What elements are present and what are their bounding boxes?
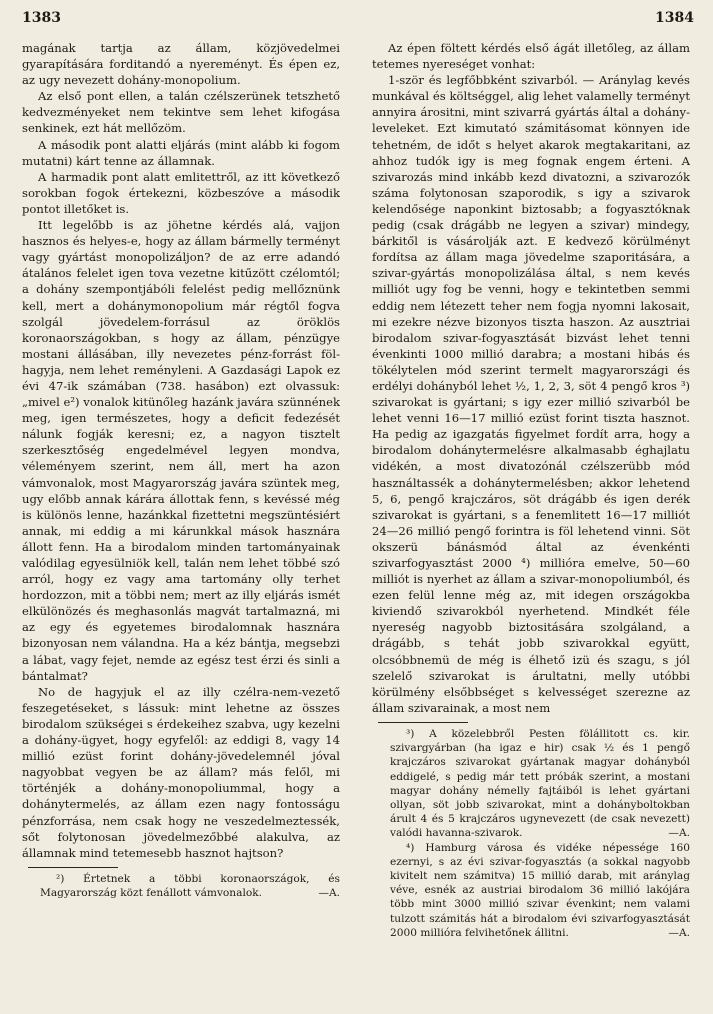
footnote-text: ⁴) Hamburg városa és vidéke népessége 160 ezernyi, s az évi szivar-fogyasztás (a sokkal nagyobb kivitelt nem számitva) 15 millió darab, mit aránylag véve, esnék az austriai birodalom 36 millió lakójára több mint 3000 millió szivar évenkint; nem valami tulzott számitás hát a birodalom évi szivarfogyasztását 2000 millióra felvihetőnek állitni.	[390, 841, 690, 939]
left-column	[22, 40, 340, 900]
footnote-divider	[28, 867, 118, 868]
paragraph: 1-ször és legfőbbként szivarból. — Aránylag kevés munkával és költséggel, alig lehet valamelly terményt annyira árositni, mint szivarrá gyártás által a dohány-leveleket. Ezt kimutató számitásomat könnyen ide tehetném, de időt s helyet akarok megtakaritani, az ahhoz tudók igy is meg fognak engem érteni. A szivarozás mind inkább kezd divatozni, a szivarozók száma folytonosan szaporodik, s igy a szivarok kelendősége naponkint biztosabb; a fogyasztóknak pedig (csak drágább ne legyen a szivar) mindegy, bárkitől is vásárolják azt. E kedvező körülményt fordítsa az állam maga jövedelme szaporitására, a szivar-gyártás monopolizálása által, s nem kevés milliót ugy fog be venni, hogy e tekintetben semmi eddig nem létezett teher nem fogja nyomni lakosait, mi ezekre nézve bizonyos tiszta haszon. Az ausztriai birodalom szivar-fogyasztását bizvást lehet tenni évenkinti 1000 millió darabra; a mostani hibás és tökélytelen mód szerint termelt magyarországi és erdélyi dohányból lehet ½, 1, 2, 3, söt 4 pengő kros ³) szivarokat is gyártani; s igy ezer millió szivarból be lehet venni 16—17 millió ezüst forint tiszta hasznot. Ha pedig az igazgatás figyelmet fordít arra, hogy a birodalom dohánytermelésre alkalmasabb éghajlatu vidékén, a most divatozónál czélszerübb mód használtassék a dohánytermelésben; akkor lehetend 5, 6, pengő krajczáros, söt drágább és igen derék szivarokat is gyártani, s a fenemlitett 16—17 milliót 24—26 millió pengő forintra is föl lehetend vinni. Söt okszerü bánásmód által az évenkénti szivarfogyasztást 2000 ⁴) millióra emelve, 50—60 milliót is nyerhet az állam a szivar-monopoliumból, és ezen felül lenne még az, mit idegen országokba kiviendő szivarokból nyerhetend. Mindkét féle nyereség nagyobb biztositására szolgáland, a drágább, s tehát jobb szivarokkal együtt, olcsóbbnemü de még is élhető izü és szagu, s jól szelelő szivarokat is árultatni, melly utóbbi körülmény elsőbbséget s kelvességet szerezne az állam szivarainak, a most nem	[372, 73, 690, 715]
footnote-signature: —A.	[668, 926, 690, 939]
footnote	[372, 727, 690, 841]
footnote	[22, 872, 340, 900]
footnote	[372, 841, 690, 940]
paragraph: Az épen föltett kérdés első ágát illetőleg, az állam tetemes nyereséget vonhat:	[372, 41, 690, 72]
footnote-divider	[378, 722, 468, 723]
paragraph: A harmadik pont alatt emlitettről, az itt következő sorokban fogok értekezni, közbeszóve a második pontot illetőket is.	[22, 169, 340, 216]
footnote-signature: —A.	[668, 827, 690, 840]
footnote-signature: —A.	[318, 886, 340, 899]
paragraph: A második pont alatti eljárás (mint alább ki fogom mutatni) kárt tenne az államnak.	[22, 137, 340, 168]
right-column	[372, 40, 690, 940]
paragraph: Az első pont ellen, a talán czélszerünek tetszhető kedvezményeket nem tekintve sem lehet kifogása senkinek, ezt hát mellőzöm.	[22, 89, 340, 136]
page-number-right: 1384	[655, 10, 694, 26]
paragraph: Itt legelőbb is az jöhetne kérdés alá, vajjon hasznos és helyes-e, hogy az állam bármelly terményt vagy gyártást monopolizáljon? de az erre adandó átalános felelet igen tova vezetne kitűzött czélomtól; a dohány szempontjábóli felelést pedig mellőznünk kell, mert a dohánymonopolium már régtől fogva szolgál jövedelem-forrásul az öröklös koronaországokban, s hogy az állam, pénzügye mostani állásában, illy nevezetes pénz-forrást föl-hagyja, nem lehet reményleni. A Gazdasági Lapok ez évi 47-ik számában (738. hasábon) ezt olvassuk: „mivel e²) vonalok kitünőleg hazánk javára szünnének meg, igen természetes, hogy a deficit fedezését nálunk fogják keresni; ez, a nagyon tisztelt szerkesztőség engedelmével legyen mondva, véleményem szerint, nem áll, mert ha azon vámvonalok, most Magyarország javára szüntek meg, ugy előbb annak kárára állottak fenn, s kevéssé még is különös lenne, hazánkkal fizettetni megszüntésiért annak, mi eddig a mi kárunkkal mások hasznára állott fenn. Ha a birodalom minden tartományainak valódilag egyesülniök kell, talán nem lehet többé szó arról, hogy ez vagy ama tartomány olly terhet hordozzon, mit a többi nem; mert az illy eljárás ismét elkülönözés és meghasonlás magvát tartalmazná, mi az egy és egyetemes birodalomnak hasznára bizonyosan nem válandna. Ha a kéz bántja, megsebzi a lábat, vagy fejet, nemde az egész test érzi és sinli a bántalmat?	[22, 218, 340, 683]
paragraph: magának tartja az állam, közjövedelmei gyarapítására forditandó a nyereményt. És épen ez, az ugy nevezett dohány-monopolium.	[22, 41, 340, 88]
paragraph: No de hagyjuk el az illy czélra-nem-vezető feszegetéseket, s lássuk: mint lehetne az összes birodalom szükségei s érdekeihez szabva, ugy kezelni a dohány-ügyet, hogy egyfelől: az eddigi 8, vagy 14 millió ezüst forint dohány-jövedelemnél jóval nagyobbat vegyen be az állam? más felől, mi történjék a dohány-monopoliummal, hogy a dohánytermelés, az állam ezen nagy fontosságu pénzforrása, nem csak hogy ne veszedelmeztessék, sőt folytonosan jövedelmezőbbé alakulva, az államnak mind tetemesebb hasznot hajtson?	[22, 684, 340, 860]
footnote-text: ²) Értetnek a többi koronaországok, és Magyarország közt fenállott vámvonalok.	[40, 872, 340, 899]
page-number-left: 1383	[22, 10, 61, 26]
footnote-text: ³) A közelebbről Pesten fölállitott cs. kir. szivargyárban (ha igaz e hir) csak ½ és 1 pengő krajczáros szivarokat gyártanak magyar dohányból eddigelé, s pedig már tett próbák szerint, a mostani magyar dohány némelly fajtáiból is lehet gyártani ollyan, söt jobb szivarokat, mint a dohányboltokban árult 4 és 5 krajczáros ugynevezett (de csak nevezett) valódi havanna-szivarok.	[390, 727, 690, 840]
